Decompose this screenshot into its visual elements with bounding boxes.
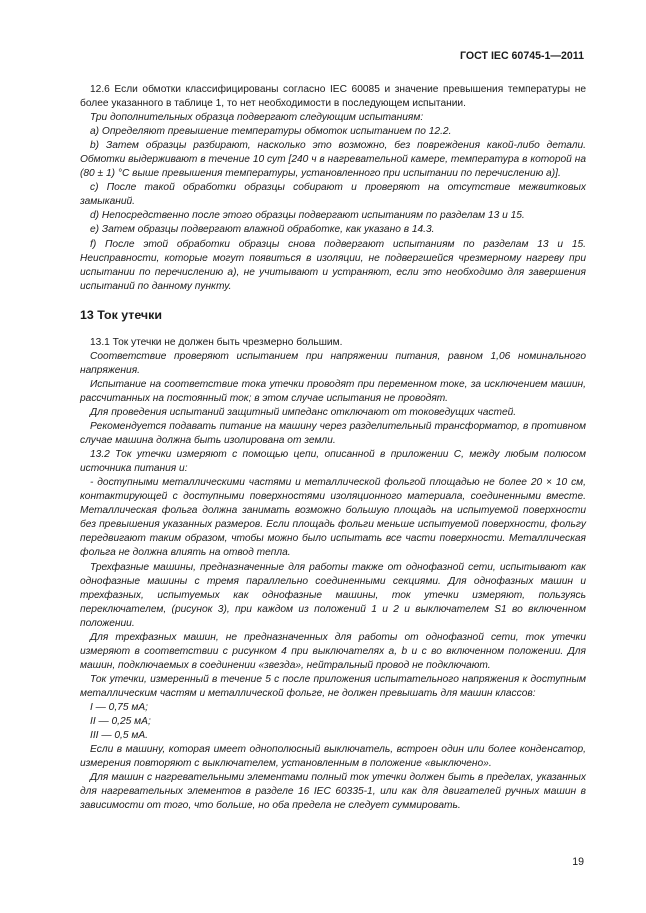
paragraph: d) Непосредственно после этого образцы подвергают испытаниям по разделам 13 и 15. bbox=[90, 210, 525, 222]
page-number: 19 bbox=[572, 856, 584, 868]
paragraph: Трехфазные машины, предназначенные для работы также от однофазной сети, испытывают как однофазные машины с тремя параллельно соединенными секциями. Для однофазных машин и трехфазных, испытуемых как однофазные машины, ток утечки измеряют, пользуясь переключателем, (рисунок 3), при каждом из положений 1 и 2 и выключателем S1 во включенном положении. bbox=[80, 561, 586, 629]
paragraph: Ток утечки, измеренный в течение 5 с после приложения испытательного напряжения к доступным металлическим частям и металлической фольге, не должен превышать для машин классов: bbox=[80, 673, 586, 699]
document-body bbox=[80, 83, 586, 813]
paragraph: Рекомендуется подавать питание на машину через разделительный трансформатор, в противном случае машина должна быть изолирована от земли. bbox=[80, 421, 586, 447]
paragraph: b) Затем образцы разбирают, насколько это возможно, без повреждения какой-либо детали. Обмотки выдерживают в течение 10 сут [240 ч в нагревательной камере, температура в которой на (80 ± 1) °C выше превышения температуры, установленного при испытании по перечислению a)]. bbox=[80, 140, 586, 180]
paragraph: - доступными металлическими частями и металлической фольгой площадью не более 20 × 10 см, контактирующей с доступными поверхностями изоляционного материала, соединенными вместе. Металлическая фольга должна занимать возможно большую площадь на испытуемой поверхности без превышения указанных размеров. Если площадь фольги меньше испытуемой поверхности, фольгу передвигают таким образом, чтобы можно было испытать все части поверхности. Металлическая фольга не должна влиять на отвод тепла. bbox=[80, 477, 586, 559]
paragraph: Соответствие проверяют испытанием при напряжении питания, равном 1,06 номинального напряжения. bbox=[80, 350, 586, 376]
section-12-6 bbox=[80, 83, 586, 294]
paragraph: f) После этой обработки образцы снова подвергают испытаниям по разделам 13 и 15. Неисправности, которые могут появиться в изоляции, не подвергшейся чрезмерному нагреву при испытании по перечислению a), не учитывают и устраняют, если это необходимо для завершения испытаний по данному пункту. bbox=[80, 238, 586, 292]
paragraph: Испытание на соответствие тока утечки проводят при переменном токе, за исключением машин, рассчитанных на постоянный ток; в этом случае испытания не проводят. bbox=[80, 378, 586, 404]
paragraph: Для машин с нагревательными элементами полный ток утечки должен быть в пределах, указанных для нагревательных элементов в разделе 16 IEC 60335-1, или как для двигателей ручных машин в зависимости от того, что больше, но оба предела не следует суммировать. bbox=[80, 772, 586, 812]
section-13 bbox=[80, 336, 586, 814]
paragraph: II — 0,25 мА; bbox=[90, 716, 151, 728]
paragraph: 13.1 Ток утечки не должен быть чрезмерно большим. bbox=[90, 336, 343, 348]
section-13-title: 13 Ток утечки bbox=[80, 307, 162, 322]
paragraph: Для проведения испытаний защитный импеданс отключают от токоведущих частей. bbox=[90, 406, 517, 418]
paragraph: Если в машину, которая имеет однополюсный выключатель, встроен один или более конденсатор, измерения повторяют с выключателем, установленным в положение «выключено». bbox=[80, 744, 586, 770]
paragraph: e) Затем образцы подвергают влажной обработке, как указано в 14.3. bbox=[90, 224, 435, 236]
paragraph: a) Определяют превышение температуры обмоток испытанием по 12.2. bbox=[90, 126, 452, 138]
paragraph: Три дополнительных образца подвергают следующим испытаниям: bbox=[90, 112, 424, 124]
document-header: ГОСТ IEC 60745-1—2011 bbox=[460, 50, 584, 62]
paragraph: III — 0,5 мА. bbox=[90, 730, 148, 742]
paragraph: Для трехфазных машин, не предназначенных для работы от однофазной сети, ток утечки измеряют в соответствии с рисунком 4 при выключателях a, b и c во включенном положении. Для машин, подключаемых в соединении «звезда», нейтральный провод не подключают. bbox=[80, 631, 586, 671]
paragraph: I — 0,75 мА; bbox=[90, 701, 148, 713]
paragraph: c) После такой обработки образцы собирают и проверяют на отсутствие межвитковых замыканий. bbox=[80, 182, 586, 208]
paragraph: 13.2 Ток утечки измеряют с помощью цепи, описанной в приложении С, между любым полюсом источника питания и: bbox=[80, 449, 586, 475]
paragraph: 12.6 Если обмотки классифицированы согласно IEC 60085 и значение превышения температуры не более указанного в таблице 1, то нет необходимости в последующем испытании. bbox=[80, 84, 586, 110]
